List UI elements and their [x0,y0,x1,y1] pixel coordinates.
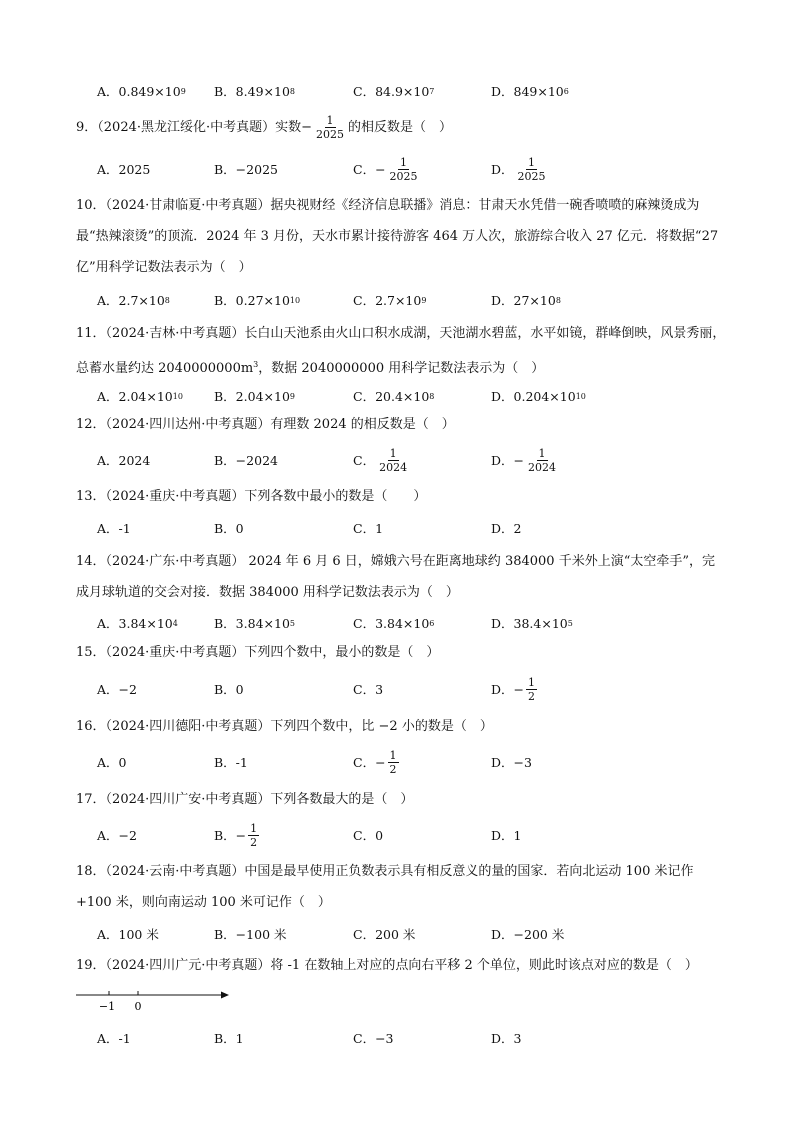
question-16: 16．（2024·四川德阳·中考真题）下列四个数中，比 −2 小的数是（ ） [76,719,493,734]
option-text: D． [491,162,514,177]
option-a: A．2025 [97,162,151,177]
option-b [214,76,295,106]
numerator: 1 [400,155,408,169]
question-12: 12．（2024·四川达州·中考真题）有理数 2024 的相反数是（ ） [76,417,455,432]
denominator: 2024 [379,460,408,474]
option-a: A．2024 [97,453,151,468]
option-d: D．−200 米 [491,927,565,942]
option-a [97,285,170,315]
option-c: C．200 米 [353,927,416,942]
numerator: 1 [250,821,258,835]
option-d [491,154,550,184]
question-text: 的相反数是（ ） [348,120,453,135]
option-b [214,820,261,850]
fraction [314,114,346,141]
option-text: C．− [353,162,386,177]
q17-options [97,820,737,850]
axis-label-0: 0 [134,1000,142,1013]
option-d [491,674,539,704]
question-15: 15．（2024·重庆·中考真题）下列四个数中，最小的数是（ ） [76,645,440,660]
exponent: 9 [421,295,427,305]
exponent: 6 [563,86,569,96]
option-text: A．2.04×10 [97,389,173,404]
q14-options [97,608,737,638]
numerator: 1 [538,446,546,460]
q12-options [97,445,737,475]
fraction [526,447,558,474]
numerator: 1 [528,675,535,689]
option-c: C．1 [353,521,384,536]
exponent: 8 [429,391,435,401]
option-d [491,381,586,411]
option-b: B．-1 [214,755,248,770]
exponent: 3 [253,360,259,369]
q15-options [97,674,737,704]
denominator: 2 [250,835,258,849]
option-a: A．0 [97,755,127,770]
option-b [214,381,295,411]
option-a: A．−2 [97,682,137,697]
denominator: 2024 [528,460,556,474]
option-text: D．0.204×10 [491,389,576,404]
number-line-figure [76,986,236,1016]
option-a: A．−2 [97,828,137,843]
option-text: B．2.04×10 [214,389,290,404]
q9-options [97,154,737,184]
exponent: 5 [567,618,573,628]
option-d [491,76,569,106]
exponent: 10 [575,391,586,401]
option-b: B．−100 米 [214,927,287,942]
option-c: C．0 [353,828,384,843]
q10-options [97,285,737,315]
option-b: B．0 [214,521,244,536]
option-c [353,747,401,777]
option-text: C．− [353,755,386,770]
question-9 [76,112,726,143]
q13-options [97,513,737,543]
question-14: 14．（2024·广东·中考真题） 2024 年 6 月 6 日，嫦娥六号在距离地球约 384000 千米外上演“太空牵手”，完成月球轨道的交会对接．数据 384000 用科学记数法表示为（ ） [76,554,715,600]
q16-options [97,747,737,777]
arrow-right-icon [221,992,229,999]
option-a: A．-1 [97,521,131,536]
option-c [353,154,422,184]
option-b: B．1 [214,1031,244,1046]
option-b [214,285,300,315]
denominator: 2 [528,689,535,703]
exponent: 8 [555,295,561,305]
q11-options [97,381,737,411]
option-text: C．3.84×10 [353,616,430,631]
question-text: ，数据 2040000000 用科学记数法表示为（ ） [258,361,545,376]
exponent: 8 [164,295,170,305]
option-b: B．0 [214,682,244,697]
option-d: D．1 [491,828,522,843]
option-a [97,381,183,411]
fraction [516,156,548,183]
axis-label-neg1: −1 [98,1000,116,1013]
option-c [353,445,411,475]
question-text: 11．（2024·吉林·中考真题）长白山天池系由火山口积水成湖，天池湖水碧蓝，水平如镜，群峰倒映，风景秀丽，总蓄水量约达 2040000000m [76,326,726,376]
question-text: 9．（2024·黑龙江绥化·中考真题）实数 [76,120,302,135]
denominator: 2025 [389,169,418,183]
option-a [97,76,186,106]
option-text: C． [353,453,376,468]
option-d [491,285,561,315]
option-a [97,608,178,638]
option-text: C．2.7×10 [353,293,422,308]
option-c [353,285,426,315]
numerator: 1 [326,114,334,127]
numerator: 1 [389,446,397,460]
option-text: A．3.84×10 [97,616,173,631]
option-d [491,608,573,638]
question-13: 13．（2024·重庆·中考真题）下列各数中最小的数是（ ） [76,489,427,504]
fraction [388,749,399,776]
option-b: B．−2025 [214,162,278,177]
question-19: 19．（2024·四川广元·中考真题）将 -1 在数轴上对应的点向右平移 2 个单位，则此时该点对应的数是（ ） [76,958,698,973]
option-text: D．849×10 [491,84,564,99]
denominator: 2025 [517,169,546,183]
option-a: A．-1 [97,1031,131,1046]
minus-sign: − [301,120,313,135]
question-10: 10．（2024·甘肃临夏·中考真题）据央视财经《经济信息联播》消息：甘肃天水凭借一碗香喷喷的麻辣烫成为最“热辣滚烫”的顶流．2024 年 3 月份，天水市累计接待游客 464 万人次，旅游综合收入 27 亿元．将数据“27 亿”用科学记数法表示为（ ） [76,198,719,275]
question-18: 18．（2024·云南·中考真题）中国是最早使用正负数表示具有相反意义的量的国家．若向北运动 100 米记作 +100 米，则向南运动 100 米可记作（ ） [76,864,694,910]
exponent: 7 [429,86,435,96]
fraction [526,676,537,703]
option-text: D．27×10 [491,293,556,308]
fraction [248,822,259,849]
option-a: A．100 米 [97,927,159,942]
option-text: B．0.27×10 [214,293,290,308]
option-d [491,445,560,475]
exponent: 8 [289,86,295,96]
option-b [214,608,295,638]
option-d: D．3 [491,1031,522,1046]
numerator: 1 [389,748,397,762]
option-c [353,608,434,638]
exponent: 10 [172,391,183,401]
option-c [353,76,434,106]
q8-options [97,76,737,106]
question-17: 17．（2024·四川广安·中考真题）下列各数最大的是（ ） [76,792,414,807]
q19-options [97,1023,737,1053]
numerator: 1 [528,155,536,169]
option-c: C．3 [353,682,384,697]
exponent: 6 [429,618,435,628]
option-text: A．2.7×10 [97,293,165,308]
option-text: C．20.4×10 [353,389,430,404]
option-text: D．− [491,682,524,697]
option-text: B．− [214,828,247,843]
option-text: D．− [491,453,524,468]
option-text: A．0.849×10 [97,84,181,99]
option-text: D．38.4×10 [491,616,568,631]
exponent: 5 [289,618,295,628]
option-b: B．−2024 [214,453,278,468]
fraction [388,156,420,183]
exponent: 9 [289,391,295,401]
option-text: B．3.84×10 [214,616,290,631]
option-c: C．−3 [353,1031,394,1046]
exponent: 9 [180,86,186,96]
denominator: 2 [389,762,397,776]
option-text: B．8.49×10 [214,84,290,99]
option-text: C．84.9×10 [353,84,430,99]
exponent: 10 [289,295,301,305]
exponent: 4 [172,618,178,628]
option-d: D．2 [491,521,522,536]
option-d: D．−3 [491,755,532,770]
fraction [377,447,409,474]
question-11 [76,318,726,384]
q18-options [97,919,737,949]
denominator: 2025 [316,128,345,141]
option-c [353,381,434,411]
